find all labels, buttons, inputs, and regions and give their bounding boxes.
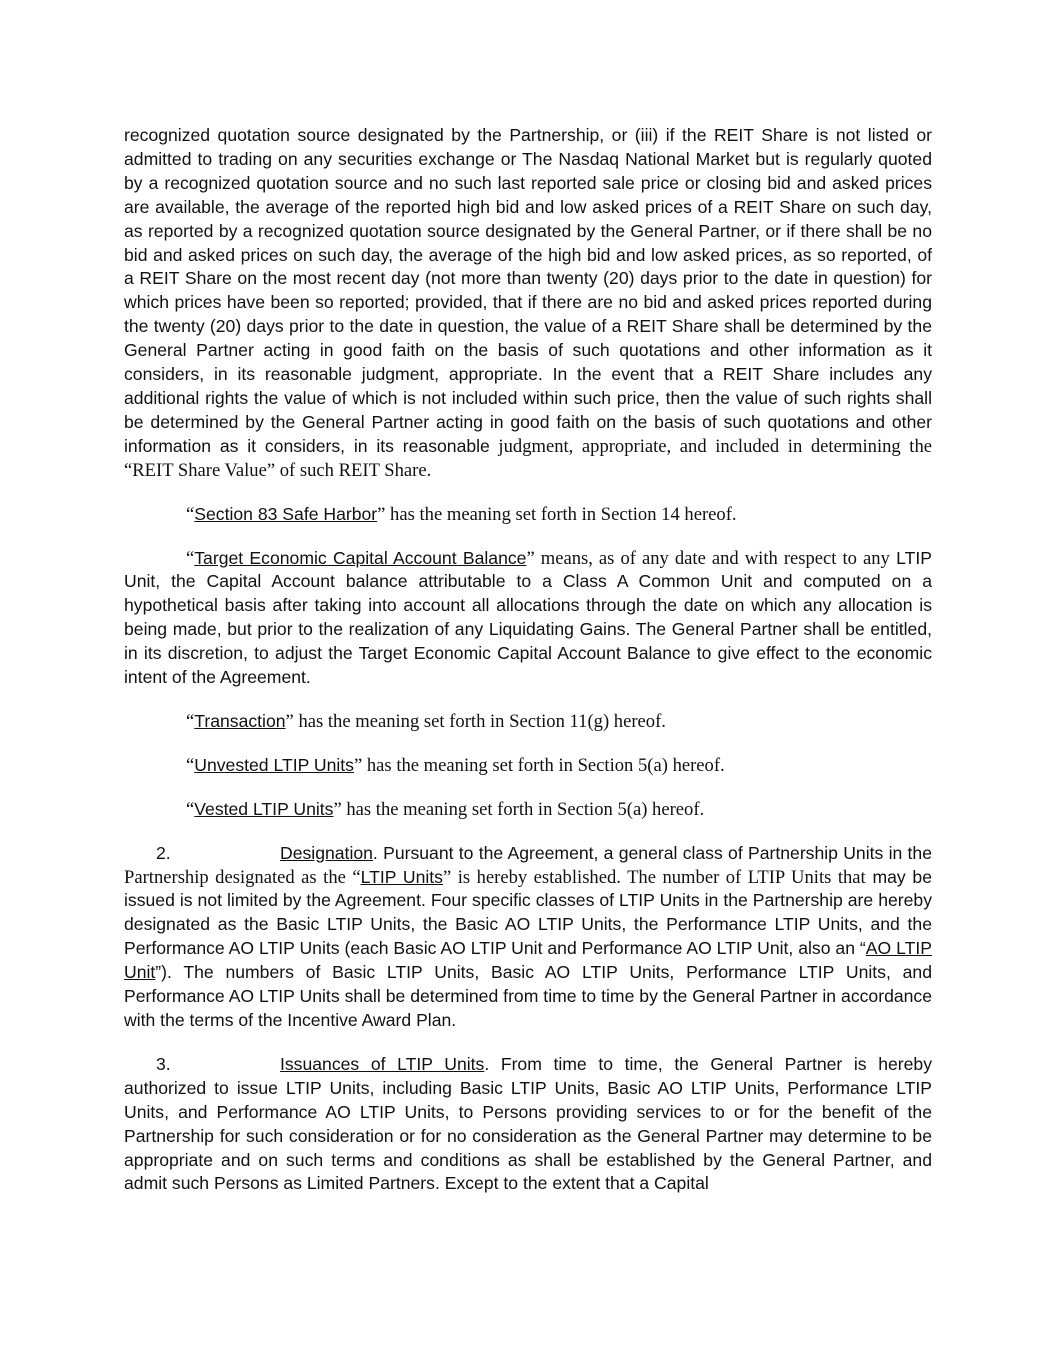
section-heading: Designation [280, 842, 373, 863]
reit-value-text: recognized quotation source designated by the Partnership, or (iii) if the REIT Share is not listed or admitted to trading on any securities exchange or The Nasdaq National Market but is regularly quoted by a recognized quotation source and no such last reported sale price or closing bid and asked prices are available, the average of the reported high bid and low asked prices of a REIT Share on such day, as reported by a recognized quotation source designated by the General Partner, or if there shall be no bid and asked prices on such day, the average of the high bid and low asked prices, as so reported, of a REIT Share on the most recent day (not more than twenty (20) days prior to the date in question) for which prices have been so reported; provided, that if there are no bid and asked prices reported during the twenty (20) days prior to the date in question, the value of a REIT Share shall be determined by the General Partner acting in good faith on the basis of such quotations and other information as it considers, in its reasonable judgment, appropriate. In the event that a REIT Share includes any additional rights the value of which is not included within such price, then the value of such rights shall be determined by the General Partner acting in good faith on the basis of such quotations and other information as it considers, in its reasonable [124, 125, 932, 456]
section-text: ”). The numbers of Basic LTIP Units, Basic AO LTIP Units, Performance LTIP Units, and Performance AO LTIP Units shall be determined from time to time by the General Partner in accordance with the terms of the Incentive Award Plan. [124, 962, 932, 1030]
open-quote: “ [186, 710, 195, 732]
section-text: may be issued is not limited by the Agreement. Four specific classes of LTIP Units in the Partnership are hereby designated as the Basic LTIP Units, the Basic AO LTIP Units, the Performance LTIP Units, and the Performance AO LTIP Units (each Basic AO LTIP Unit and Performance AO LTIP Unit, also an “ [124, 866, 932, 959]
definition-text: ” has the meaning set forth in Section 5(a) hereof. [353, 754, 725, 776]
section-number: 2. [156, 842, 171, 863]
definition-transaction [124, 710, 932, 734]
definition-text: ” has the meaning set forth in Section 5(a) hereof. [333, 798, 705, 820]
section-number: 3. [156, 1053, 171, 1074]
defined-term: Transaction [194, 710, 286, 731]
open-quote: “ [186, 798, 195, 820]
definition-vested-ltip-units [124, 798, 932, 822]
document-page [124, 124, 932, 1196]
section-text: . Pursuant to the Agreement, a general class of Partnership Units in the [372, 842, 932, 863]
definition-text: LTIP Unit, the Capital Account balance attributable to a Class A Common Unit and computed on a hypothetical basis after taking into account all allocations through the date on which any allocation is being made, but prior to the realization of any Liquidating Gains. The General Partner shall be entitled, in its discretion, to adjust the Target Economic Capital Account Balance to give effect to the economic intent of the Agreement. [124, 547, 932, 688]
reit-share-value-paragraph [124, 124, 932, 483]
defined-term: Section 83 Safe Harbor [194, 503, 378, 524]
defined-term: AO LTIP Unit [124, 938, 932, 983]
section-heading: Issuances of LTIP Units [280, 1053, 485, 1074]
defined-term: Target Economic Capital Account Balance [194, 547, 527, 568]
definition-text-serif: ” means, as of any date and with respect to any [526, 547, 890, 569]
definition-section-83-safe-harbor [124, 503, 932, 527]
defined-term: Unvested LTIP Units [194, 754, 354, 775]
open-quote: “ [186, 547, 195, 569]
open-quote: “ [186, 503, 195, 525]
definition-text: ” has the meaning set forth in Section 11(g) hereof. [285, 710, 666, 732]
definition-target-economic-capital-account-balance [124, 547, 932, 690]
defined-term: LTIP Units [360, 866, 443, 887]
defined-term: Vested LTIP Units [194, 798, 334, 819]
reit-value-text-end: judgment, appropriate, and included in determining the “REIT Share Value” of such REIT Share. [124, 435, 932, 481]
definition-text: ” has the meaning set forth in Section 14 hereof. [377, 503, 737, 525]
definition-unvested-ltip-units [124, 754, 932, 778]
open-quote: “ [186, 754, 195, 776]
section-3-issuances [124, 1053, 932, 1196]
section-text: . From time to time, the General Partner is hereby authorized to issue LTIP Units, including Basic LTIP Units, Basic AO LTIP Units, Performance LTIP Units, and Performance AO LTIP Units, to Persons providing services to or for the benefit of the Partnership for such consideration or for no consideration as the General Partner may determine to be appropriate and on such terms and conditions as shall be established by the General Partner, and admit such Persons as Limited Partners. Except to the extent that a Capital [124, 1053, 932, 1194]
section-text-serif: Partnership designated as the “ [124, 866, 361, 888]
section-2-designation [124, 842, 932, 1033]
section-text-serif: ” is hereby established. The number of LTIP Units that [442, 866, 866, 888]
